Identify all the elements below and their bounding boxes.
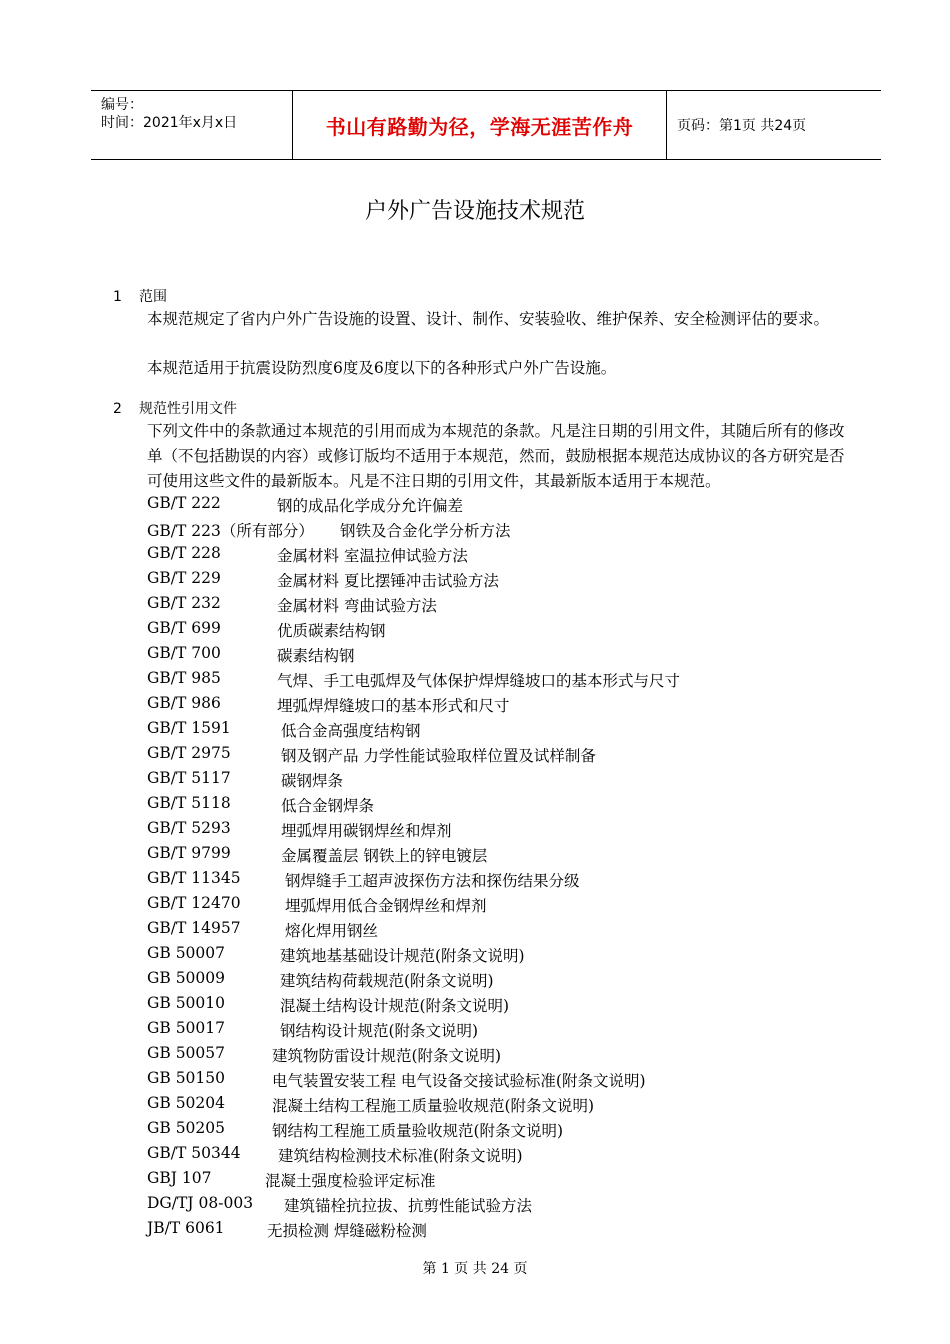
reference-item	[147, 694, 510, 715]
header-motto-cell	[293, 91, 667, 159]
reference-item	[147, 569, 499, 590]
reference-code: GB/T 9799	[147, 844, 231, 862]
reference-name: 低合金钢焊条	[281, 797, 375, 815]
section-number: 1	[113, 289, 122, 305]
header-motto: 书山有路勤为径，学海无涯苦作舟	[325, 114, 634, 139]
reference-code: GB 50150	[147, 1069, 226, 1087]
reference-name: 金属材料 夏比摆锤冲击试验方法	[277, 572, 499, 590]
reference-code: GB 50017	[147, 1019, 226, 1037]
reference-item	[147, 544, 468, 565]
reference-item	[147, 1219, 427, 1240]
document-title: 户外广告设施技术规范	[364, 199, 585, 224]
reference-code: GB/T 986	[147, 694, 221, 712]
reference-name: 埋弧焊用碳钢焊丝和焊剂	[281, 822, 452, 840]
reference-code: GB/T 2975	[147, 744, 231, 762]
reference-code: GB/T 223（所有部分）	[147, 522, 314, 540]
reference-item	[147, 594, 437, 615]
section-number: 2	[113, 401, 122, 417]
reference-code: GB/T 699	[147, 619, 221, 637]
reference-name: 钢结构工程施工质量验收规范(附条文说明)	[272, 1122, 564, 1140]
reference-item	[147, 1044, 502, 1065]
reference-name: 金属覆盖层 钢铁上的锌电镀层	[281, 847, 488, 865]
paragraph-text: 下列文件中的条款通过本规范的引用而成为本规范的条款。凡是注日期的引用文件，其随后所有的修改单（不包括勘误的内容）或修订版均不适用于本规范，然而，鼓励根据本规范达成协议的各方研究是否可使用这些文件的最新版本。凡是不注日期的引用文件，其最新版本适用于本规范。	[147, 422, 845, 490]
reference-code: GB 50204	[147, 1094, 226, 1112]
document-number-label: 编号：	[101, 97, 143, 113]
reference-name: 埋弧焊焊缝坡口的基本形式和尺寸	[277, 697, 510, 715]
reference-item	[147, 1144, 523, 1165]
reference-code: GB/T 222	[147, 494, 221, 512]
paragraph-text: 本规范适用于抗震设防烈度6度及6度以下的各种形式户外广告设施。	[147, 359, 617, 377]
reference-name: 钢焊缝手工超声波探伤方法和探伤结果分级	[285, 872, 580, 890]
reference-name: 无损检测 焊缝磁粉检测	[267, 1222, 427, 1240]
reference-name: 电气装置安装工程 电气设备交接试验标准(附条文说明)	[272, 1072, 646, 1090]
reference-name: 熔化焊用钢丝	[285, 922, 379, 940]
header-page-info-cell	[667, 91, 881, 159]
reference-code: GBJ 107	[147, 1169, 212, 1187]
reference-code: GB/T 700	[147, 644, 221, 662]
reference-code: GB 50010	[147, 994, 226, 1012]
reference-item	[147, 719, 421, 740]
reference-name: 建筑锚栓抗拉拔、抗剪性能试验方法	[284, 1197, 533, 1215]
header-page-info: 页码：第1页 共24页	[677, 118, 807, 134]
reference-item	[147, 769, 344, 790]
reference-code: DG/TJ 08-003	[147, 1194, 254, 1212]
reference-name: 碳素结构钢	[277, 647, 355, 665]
reference-code: GB 50009	[147, 969, 226, 987]
section-2-paragraph-1	[113, 419, 858, 494]
reference-item	[147, 644, 355, 665]
reference-name: 气焊、手工电弧焊及气体保护焊焊缝坡口的基本形式与尺寸	[277, 672, 681, 690]
reference-name: 钢铁及合金化学分析方法	[340, 522, 511, 540]
reference-name: 建筑结构荷载规范(附条文说明)	[280, 972, 494, 990]
paragraph-text: 本规范规定了省内户外广告设施的设置、设计、制作、安装验收、维护保养、安全检测评估的要求。	[147, 310, 830, 328]
reference-name: 优质碳素结构钢	[277, 622, 386, 640]
reference-item	[147, 669, 681, 690]
reference-code: GB/T 1591	[147, 719, 231, 737]
reference-code: GB/T 228	[147, 544, 221, 562]
reference-item	[147, 1094, 595, 1115]
reference-name: 钢及钢产品 力学性能试验取样位置及试样制备	[281, 747, 596, 765]
reference-item	[147, 894, 487, 915]
reference-item	[147, 1194, 533, 1215]
document-time-label: 时间：2021年x月x日	[101, 115, 238, 131]
section-title: 范围	[139, 289, 167, 305]
reference-name: 钢结构设计规范(附条文说明)	[280, 1022, 479, 1040]
reference-code: GB/T 985	[147, 669, 221, 687]
section-1-paragraph-1	[113, 307, 858, 332]
reference-name: 低合金高强度结构钢	[281, 722, 421, 740]
reference-name: 金属材料 弯曲试验方法	[277, 597, 437, 615]
reference-code: GB/T 5293	[147, 819, 231, 837]
reference-code: GB/T 229	[147, 569, 221, 587]
reference-name: 埋弧焊用低合金钢焊丝和焊剂	[285, 897, 487, 915]
section-title: 规范性引用文件	[139, 401, 237, 417]
reference-name: 建筑地基基础设计规范(附条文说明)	[280, 947, 525, 965]
reference-name: 建筑结构检测技术标准(附条文说明)	[278, 1147, 523, 1165]
section-1-paragraph-2	[113, 356, 858, 381]
section-heading-1	[113, 286, 167, 306]
reference-item	[147, 1069, 646, 1090]
reference-item	[147, 869, 580, 890]
reference-item	[147, 969, 494, 990]
reference-item	[147, 1119, 564, 1140]
reference-code: GB/T 14957	[147, 919, 241, 937]
reference-code: GB/T 50344	[147, 1144, 241, 1162]
reference-code: GB 50205	[147, 1119, 226, 1137]
page-footer: 第 1 页 共 24 页	[422, 1261, 528, 1277]
reference-item	[147, 919, 379, 940]
reference-item	[147, 744, 596, 765]
reference-name: 金属材料 室温拉伸试验方法	[277, 547, 468, 565]
header-meta	[91, 91, 293, 159]
reference-code: GB 50007	[147, 944, 226, 962]
reference-item	[147, 619, 386, 640]
reference-name: 混凝土强度检验评定标准	[265, 1172, 436, 1190]
reference-item	[147, 494, 464, 515]
reference-item	[147, 819, 452, 840]
section-heading-2	[113, 398, 237, 418]
reference-item	[147, 1169, 436, 1190]
reference-item	[147, 794, 375, 815]
reference-code: GB/T 232	[147, 594, 221, 612]
reference-name: 混凝土结构工程施工质量验收规范(附条文说明)	[272, 1097, 595, 1115]
reference-item	[147, 1019, 479, 1040]
reference-item	[147, 944, 525, 965]
reference-code: GB/T 5117	[147, 769, 231, 787]
reference-item	[147, 519, 511, 541]
reference-name: 建筑物防雷设计规范(附条文说明)	[272, 1047, 502, 1065]
reference-code: GB/T 11345	[147, 869, 241, 887]
reference-item	[147, 844, 488, 865]
reference-code: GB/T 12470	[147, 894, 241, 912]
reference-name: 碳钢焊条	[281, 772, 344, 790]
reference-item	[147, 994, 510, 1015]
reference-code: GB/T 5118	[147, 794, 231, 812]
page-header	[91, 90, 881, 160]
reference-name: 混凝土结构设计规范(附条文说明)	[280, 997, 510, 1015]
reference-name: 钢的成品化学成分允许偏差	[277, 497, 464, 515]
reference-code: JB/T 6061	[147, 1219, 225, 1237]
reference-code: GB 50057	[147, 1044, 226, 1062]
